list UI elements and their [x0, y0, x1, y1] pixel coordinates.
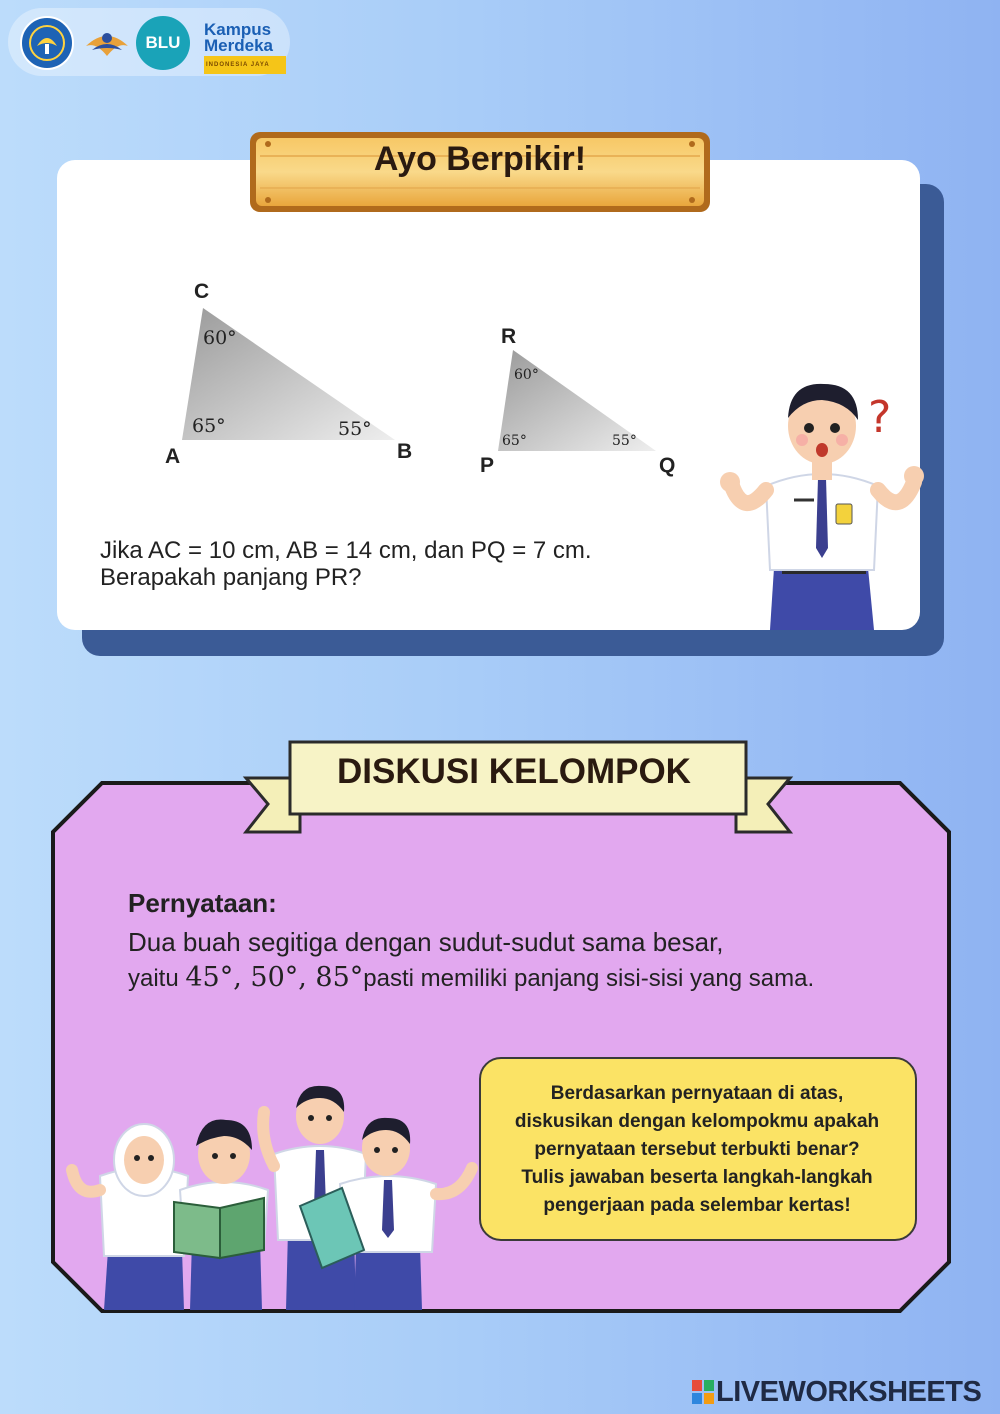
angle-b: 55° — [338, 418, 372, 440]
logo-bar — [8, 8, 290, 76]
statement-angles: 45°, 50°, 85° — [185, 962, 364, 993]
question-line-1: Jika AC = 10 cm, AB = 14 cm, dan PQ = 7 cm. — [100, 537, 592, 564]
blu-logo — [136, 16, 190, 70]
angle-p: 65° — [502, 433, 527, 449]
svg-text:BLU: BLU — [145, 33, 181, 52]
instruction-text: Berdasarkan pernyataan di atas, diskusikan dengan kelompokmu apakah pernyataan tersebut terbukti benar? Tulis jawaban beserta langkah-langkah pengerjaan pada selembar kertas! — [514, 1083, 880, 1216]
vertex-b: B — [397, 440, 413, 463]
vertex-a: A — [165, 445, 181, 468]
student-group-illustration — [64, 1080, 484, 1310]
liveworksheets-icon — [692, 1380, 714, 1404]
vertex-q: Q — [659, 454, 676, 477]
brand-text: LIVEWORKSHEETS — [716, 1376, 982, 1408]
angle-c: 60° — [203, 327, 237, 349]
angle-q: 55° — [612, 433, 637, 449]
tut-wuri-handayani-logo — [20, 16, 74, 70]
question-mark-icon: ? — [868, 392, 892, 443]
statement-suffix: pasti memiliki panjang sisi-sisi yang sama. — [363, 965, 815, 992]
angle-r: 60° — [514, 367, 539, 383]
discussion-title: DISKUSI KELOMPOK — [337, 752, 691, 791]
question-text — [100, 537, 592, 591]
vertex-c: C — [194, 280, 210, 303]
kampus-merdeka-sublabel: INDONESIA JAYA — [204, 56, 286, 74]
universitas-logo — [80, 16, 134, 70]
think-title: Ayo Berpikir! — [373, 140, 587, 178]
angle-a: 65° — [192, 415, 226, 437]
liveworksheets-brand — [692, 1376, 981, 1409]
question-line-2: Berapakah panjang PR? — [100, 564, 362, 591]
vertex-p: P — [480, 454, 495, 477]
kampus-merdeka-label: Kampus Merdeka — [204, 20, 273, 55]
statement-heading: Pernyataan: — [128, 888, 277, 918]
thinking-student-illustration — [718, 378, 928, 630]
statement-prefix: yaitu — [128, 965, 186, 992]
statement-line-2 — [128, 962, 814, 993]
kampus-merdeka-logo — [204, 22, 294, 74]
statement-line-1: Dua buah segitiga dengan sudut-sudut sama besar, — [128, 927, 724, 957]
vertex-r: R — [501, 325, 517, 348]
